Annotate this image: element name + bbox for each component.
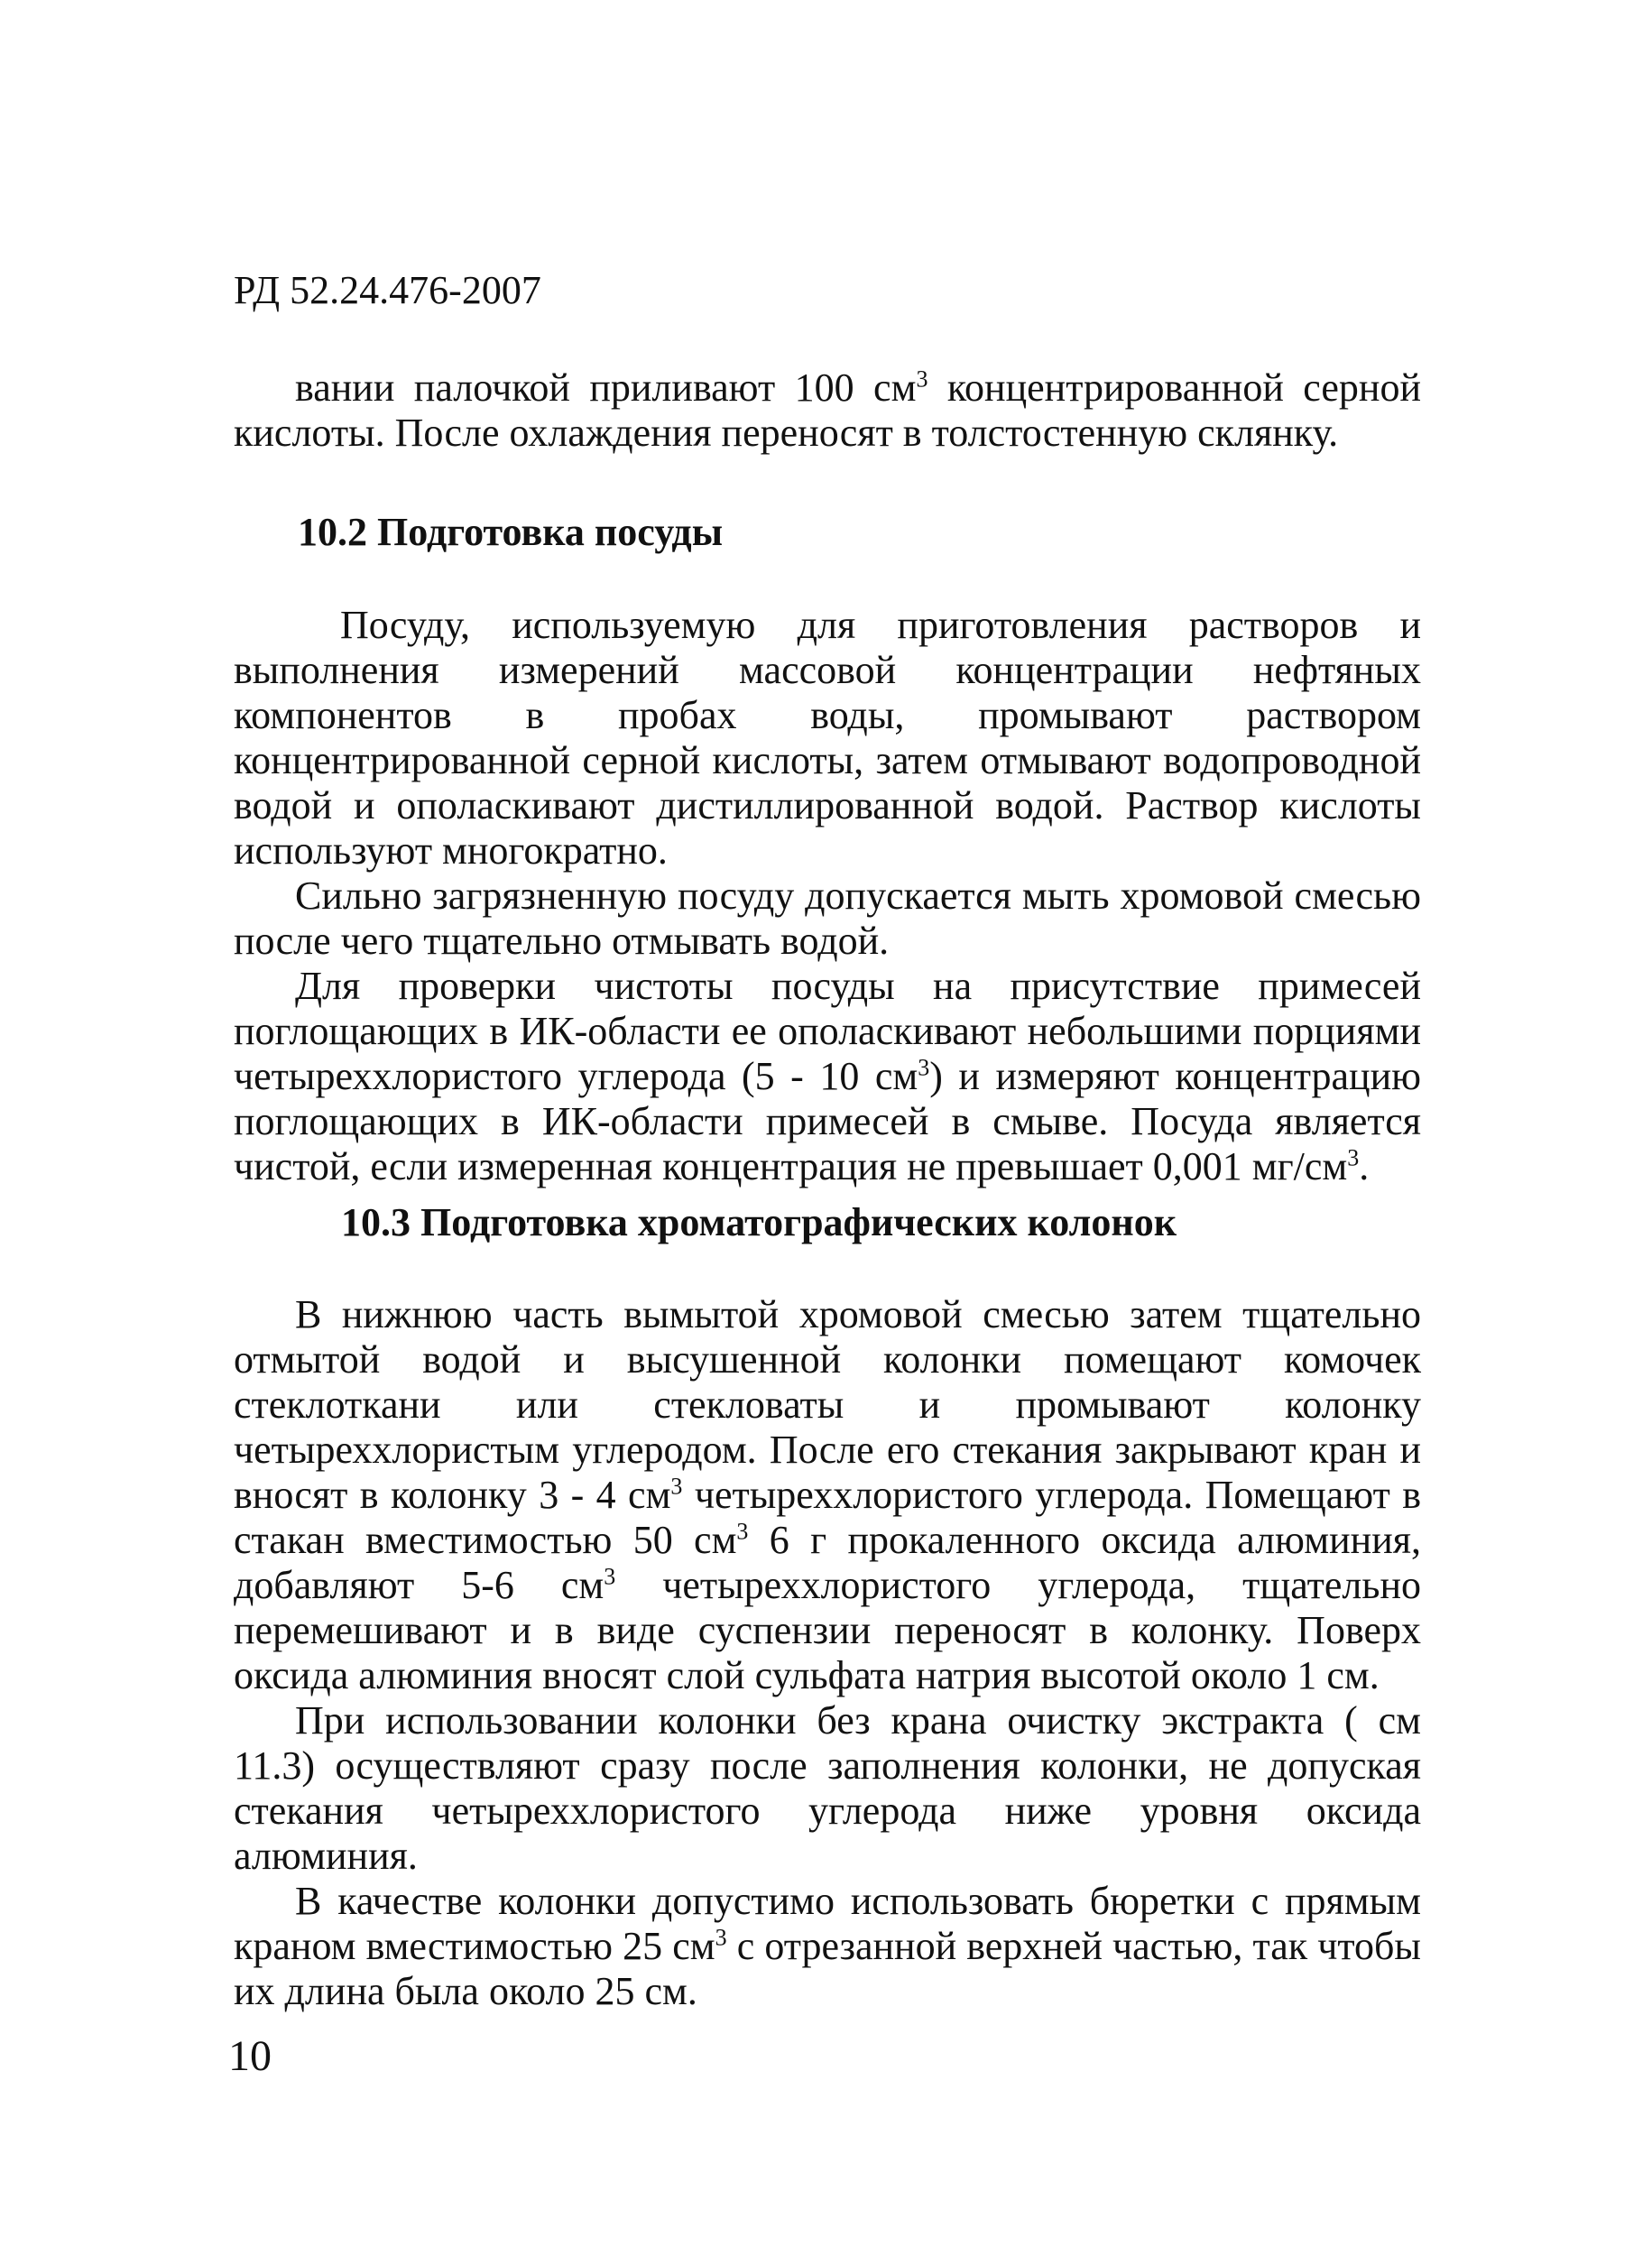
paragraph-10-2-3: Для проверки чистоты посуды на присутствие примесей поглощающих в ИК-области ее ополаскивают небольшими порциями четыреххлористого углерода (5 - 10 $см^3$) и измеряют концентрацию поглощающих в ИК-области примесей в смыве. Посуда является чистой, если измеренная концентрация не превышает 0,001 $мг/см^3$.: [234, 964, 1421, 1188]
section-10-2-body: [234, 603, 1421, 1189]
section-10-3-body: [234, 1292, 1421, 2014]
paragraph-10-3-1: В нижнюю часть вымытой хромовой смесью затем тщательно отмытой водой и высушенной колонки помещают комочек стеклоткани или стекловаты и промывают колонку четыреххлористым углеродом. После его стекания закрывают кран и вносят в колонку 3 - 4 $см^3$ четыреххлористого углерода. Помещают в стакан вместимостью 50 $см^3$ 6 г прокаленного оксида алюминия, добавляют 5-6 $см^3$ четыреххлористого углерода, тщательно перемешивают и в виде суспензии переносят в колонку. Поверх оксида алюминия вносят слой сульфата натрия высотой около 1 см.: [234, 1292, 1421, 1697]
section-heading-10-3: 10.3 Подготовка хроматографических колонок: [341, 1200, 1177, 1244]
continuation-paragraph: [234, 365, 1421, 456]
document-code: РД 52.24.476-2007: [234, 268, 541, 312]
page-number: 10: [228, 2032, 272, 2080]
continuation-text: вании палочкой приливают 100 $см^3$ концентрированной серной кислоты. После охлаждения переносят в толстостенную склянку.: [234, 365, 1421, 455]
paragraph-10-3-3: В качестве колонки допустимо использовать бюретки с прямым краном вместимостью 25 $см^3$ с отрезанной верхней частью, так чтобы их длина была около 25 см.: [234, 1879, 1421, 2013]
paragraph-10-2-1: Посуду, используемую для приготовления растворов и выполнения измерений массовой концентрации нефтяных компонентов в пробах воды, промывают раствором концентрированной серной кислоты, затем отмывают водопроводной водой и ополаскивают дистиллированной водой. Раствор кислоты используют многократно.: [234, 603, 1421, 873]
paragraph-10-3-2: При использовании колонки без крана очистку экстракта ( см 11.3) осуществляют сразу после заполнения колонки, не допуская стекания четыреххлористого углерода ниже уровня оксида алюминия.: [234, 1698, 1421, 1878]
section-heading-10-2: 10.2 Подготовка посуды: [298, 510, 724, 554]
paragraph-10-2-2: Сильно загрязненную посуду допускается мыть хромовой смесью после чего тщательно отмывать водой.: [234, 874, 1421, 963]
